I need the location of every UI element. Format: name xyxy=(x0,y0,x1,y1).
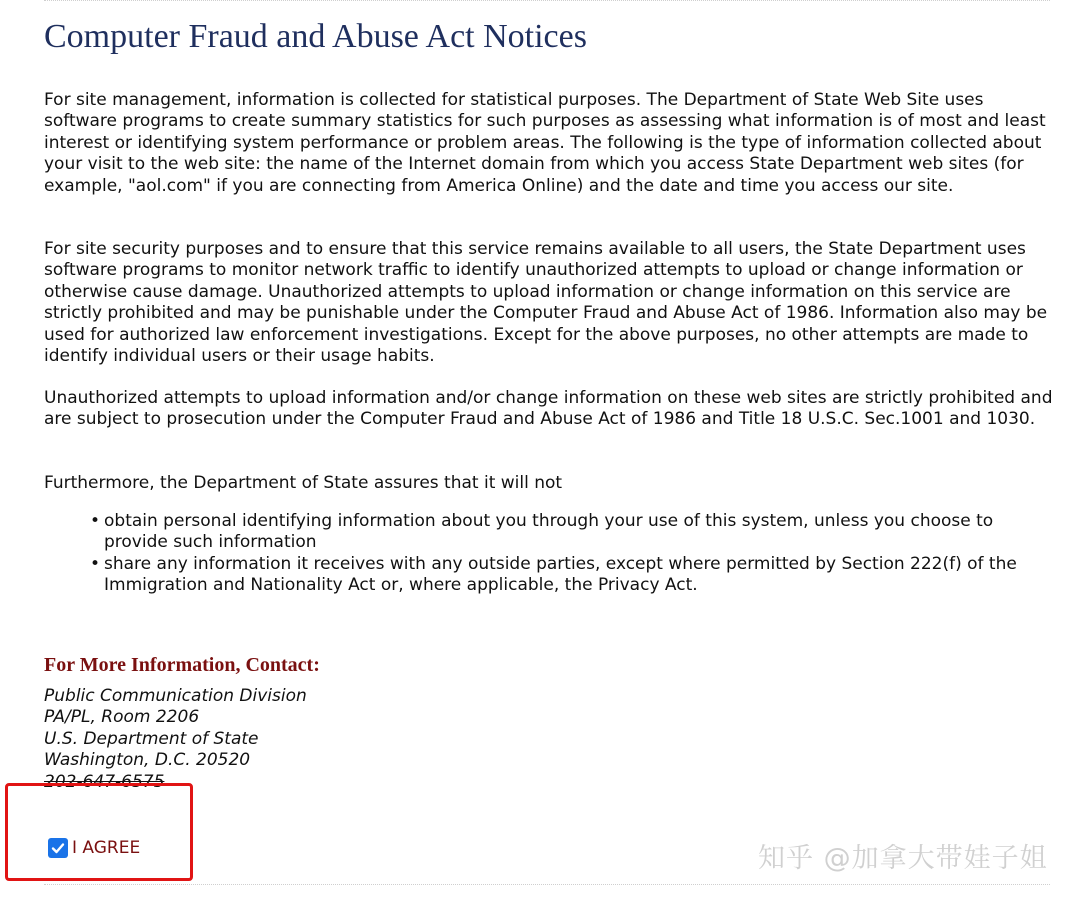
contact-department: U.S. Department of State xyxy=(44,728,259,749)
highlight-annotation xyxy=(5,783,193,881)
contact-division: Public Communication Division xyxy=(44,686,307,706)
bullet-icon: • xyxy=(90,511,101,531)
paragraph-site-management: For site management, information is collected for statistical purposes. The Department of State Web Site uses software programs to create summary statistics for such purposes as assessing what information is of most and least interest or identifying system performance or problem areas. The following is the type of information collected about your visit to the web site: the name of the Internet domain from which you access State Department web sites (for example, "aol.com" if you are connecting from America Online) and the date and time you access our site. xyxy=(44,90,1046,196)
list-item xyxy=(90,553,1054,597)
watermark: 知乎 @加拿大带娃子姐 xyxy=(758,843,1048,874)
paragraph-site-security: For site security purposes and to ensure that this service remains available to all users, the State Department uses software programs to monitor network traffic to identify unauthorized attempts to upload or change information or otherwise cause damage. Unauthorized attempts to upload information or change information on this service are strictly prohibited and may be punishable under the Computer Fraud and Abuse Act of 1986. Information also may be used for authorized law enforcement investigations. Except for the above purposes, no other attempts are made to identify individual users or their usage habits. xyxy=(44,239,1048,367)
paragraph-unauthorized-attempts: Unauthorized attempts to upload information and/or change information on these web sites are strictly prohibited and are subject to prosecution under the Computer Fraud and Abuse Act of 1986 and Title 18 U.S.C. Sec.1001 and 1030. xyxy=(44,388,1053,430)
contact-heading: For More Information, Contact: xyxy=(44,654,320,676)
contact-city: Washington, D.C. 20520 xyxy=(44,750,251,771)
contact-phone: 202-647-6575 xyxy=(44,771,165,792)
list-item-text: obtain personal identifying information about you through your use of this system, unless you choose to provide such information xyxy=(104,511,994,553)
bottom-divider xyxy=(44,884,1050,886)
paragraph-assurances-intro: Furthermore, the Department of State assures that it will not xyxy=(44,473,563,493)
bullet-icon: • xyxy=(90,553,101,574)
agree-label[interactable]: I AGREE xyxy=(72,838,141,858)
contact-room: PA/PL, Room 2206 xyxy=(44,707,200,728)
page-title: Computer Fraud and Abuse Act Notices xyxy=(44,18,587,55)
list-item-text: share any information it receives with any outside parties, except where permitted by Section 222(f) of the Immigration and Nationality Act or, where applicable, the Privacy Act. xyxy=(104,553,1017,596)
assurances-list xyxy=(44,511,1054,597)
top-divider xyxy=(44,0,1050,2)
list-item xyxy=(90,511,1054,554)
contact-address xyxy=(44,686,307,793)
